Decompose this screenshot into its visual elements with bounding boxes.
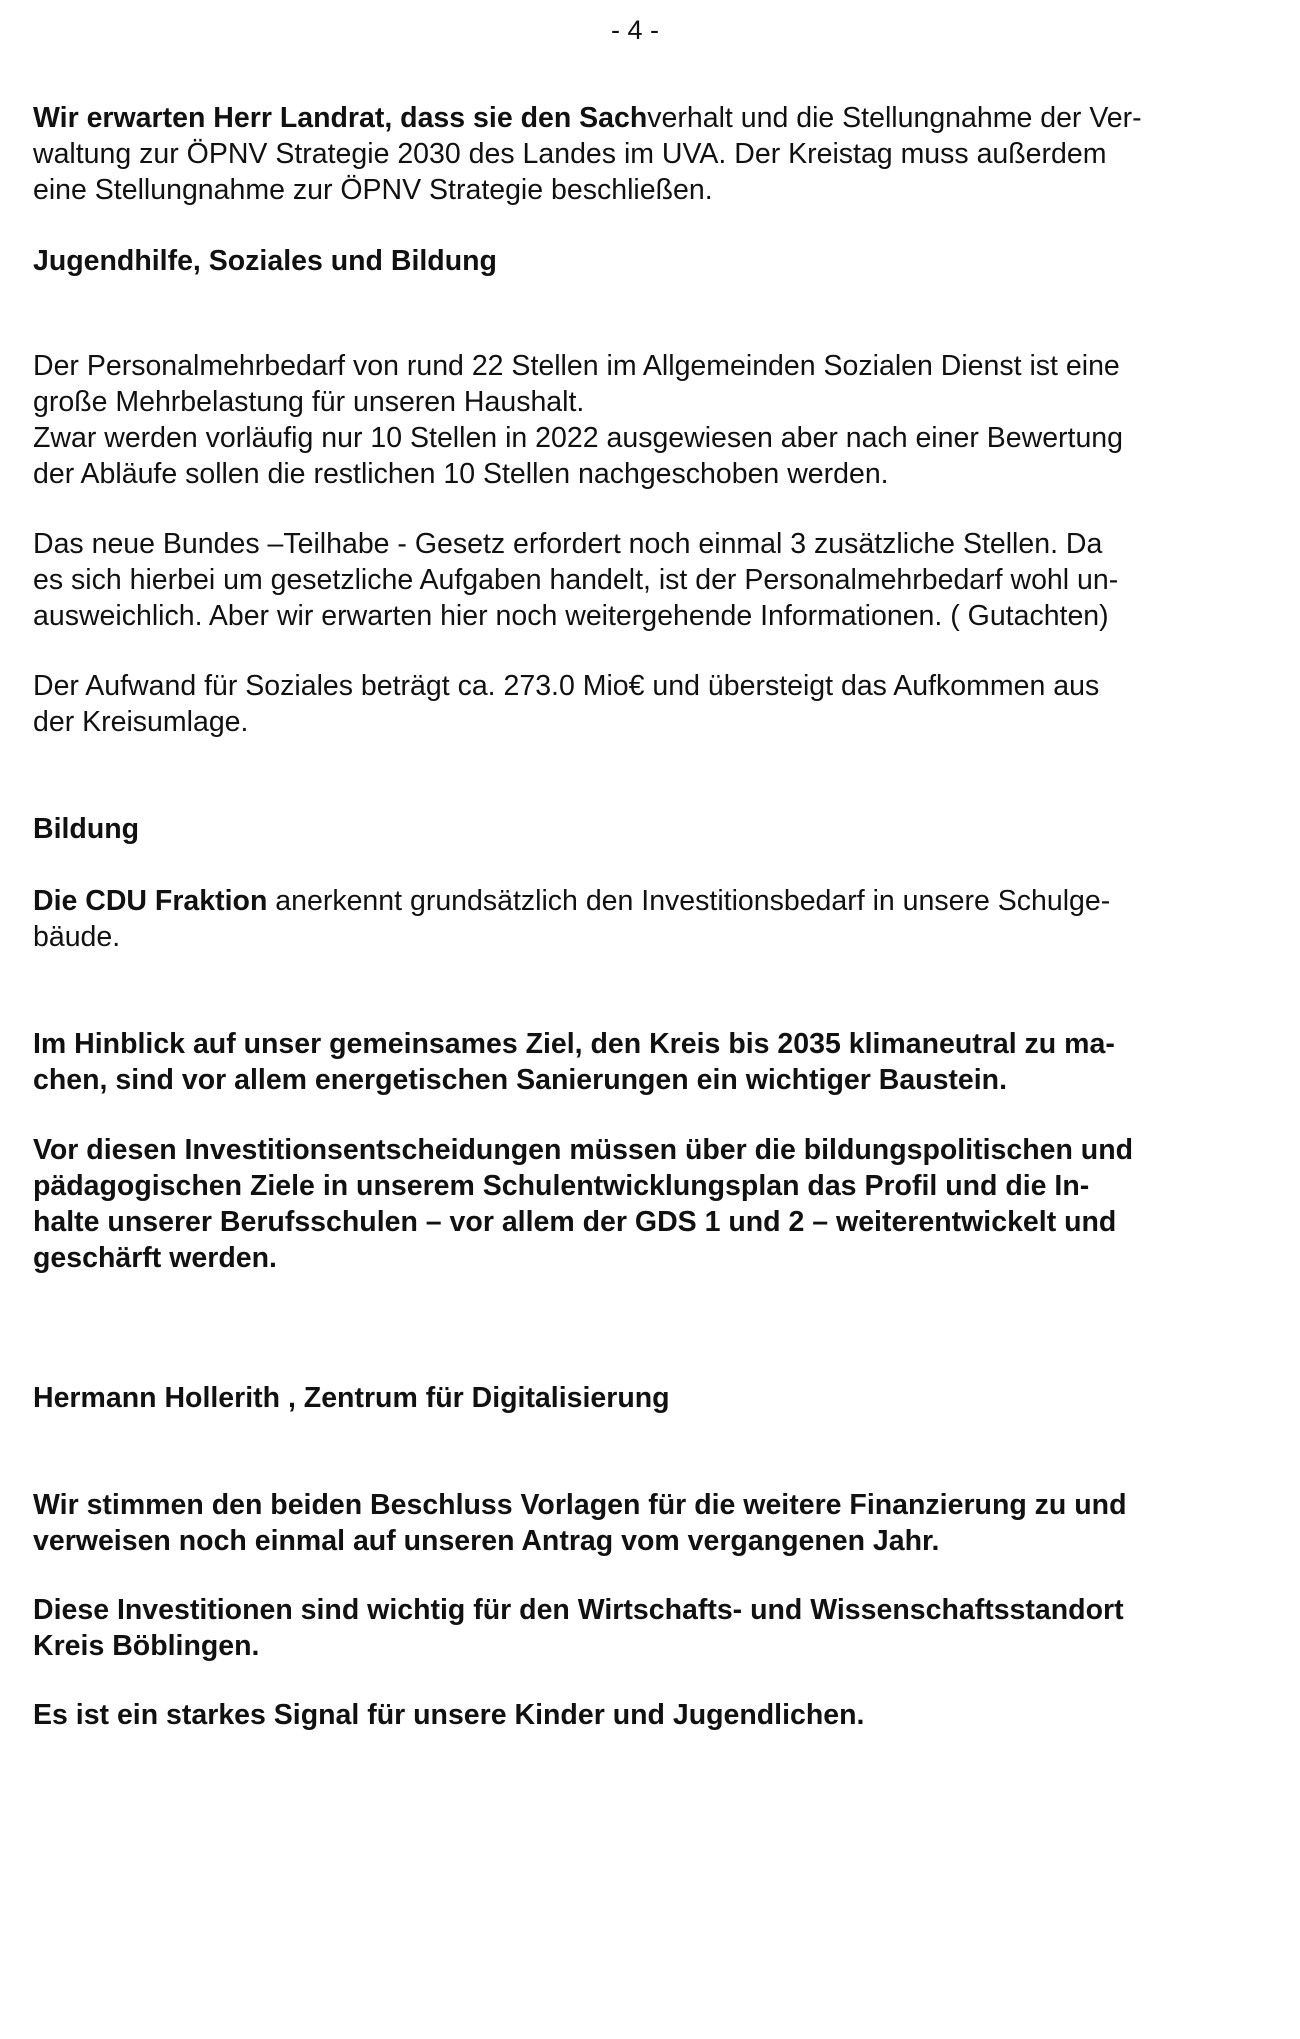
paragraph-line: Zwar werden vorläufig nur 10 Stellen in 2022 ausgewiesen aber nach einer Bewertung <box>33 422 1123 454</box>
intro-line-3: eine Stellungnahme zur ÖPNV Strategie beschließen. <box>33 174 713 206</box>
cdu-line-2: bäude. <box>33 921 121 953</box>
paragraph-line: chen, sind vor allem energetischen Sanierungen ein wichtiger Baustein. <box>33 1064 1008 1096</box>
paragraph-line: Kreis Böblingen. <box>33 1630 260 1662</box>
intro-paragraph <box>33 100 1263 208</box>
paragraph-line: Wir stimmen den beiden Beschluss Vorlagen für die weitere Finanzierung zu und <box>33 1489 1127 1521</box>
paragraph-line: Das neue Bundes –Teilhabe - Gesetz erfordert noch einmal 3 zusätzliche Stellen. Da <box>33 528 1103 560</box>
section-heading-jugendhilfe: Jugendhilfe, Soziales und Bildung <box>33 245 497 277</box>
paragraph-line: Es ist ein starkes Signal für unsere Kinder und Jugendlichen. <box>33 1699 865 1731</box>
bildung-cdu-paragraph <box>33 883 1263 955</box>
paragraph-line: es sich hierbei um gesetzliche Aufgaben handelt, ist der Personalmehrbedarf wohl un- <box>33 564 1119 596</box>
paragraph-line: der Abläufe sollen die restlichen 10 Stellen nachgeschoben werden. <box>33 458 889 490</box>
paragraph-line: verweisen noch einmal auf unseren Antrag vom vergangenen Jahr. <box>33 1525 940 1557</box>
paragraph-line: Der Aufwand für Soziales beträgt ca. 273.0 Mio€ und übersteigt das Aufkommen aus <box>33 670 1100 702</box>
jugendhilfe-paragraph-3 <box>33 668 1263 740</box>
jugendhilfe-paragraph-2 <box>33 526 1263 634</box>
cdu-fraction-name: Die CDU Fraktion <box>33 885 268 917</box>
intro-line-1 <box>33 100 1263 136</box>
page-number: - 4 - <box>610 15 659 45</box>
bildung-klima-paragraph <box>33 1026 1263 1098</box>
cdu-line-1-rest: anerkennt grundsätzlich den Investitionsbedarf in unsere Schulge- <box>267 885 1111 917</box>
hollerith-paragraph-1 <box>33 1487 1263 1559</box>
jugendhilfe-paragraph-1 <box>33 348 1263 492</box>
hollerith-paragraph-2 <box>33 1592 1263 1664</box>
bildung-investition-paragraph <box>33 1132 1263 1276</box>
paragraph-line: Vor diesen Investitionsentscheidungen müssen über die bildungspolitischen und <box>33 1134 1134 1166</box>
section-heading-bildung: Bildung <box>33 813 140 845</box>
paragraph-line: große Mehrbelastung für unseren Haushalt. <box>33 386 585 418</box>
intro-line-2: waltung zur ÖPNV Strategie 2030 des Landes im UVA. Der Kreistag muss außerdem <box>33 138 1107 170</box>
paragraph-line: pädagogischen Ziele in unserem Schulentwicklungsplan das Profil und die In- <box>33 1170 1090 1202</box>
paragraph-line: Im Hinblick auf unser gemeinsames Ziel, den Kreis bis 2035 klimaneutral zu ma- <box>33 1028 1115 1060</box>
hollerith-paragraph-3 <box>33 1697 1263 1733</box>
paragraph-line: Der Personalmehrbedarf von rund 22 Stellen im Allgemeinden Sozialen Dienst ist eine <box>33 350 1120 382</box>
intro-line-1-bold: Wir erwarten Herr Landrat, dass sie den Sach <box>33 102 648 134</box>
cdu-line-1 <box>33 883 1263 919</box>
section-heading-hollerith: Hermann Hollerith , Zentrum für Digitalisierung <box>33 1382 670 1414</box>
paragraph-line: ausweichlich. Aber wir erwarten hier noch weitergehende Informationen. ( Gutachten) <box>33 600 1109 632</box>
intro-line-1-rest: verhalt und die Stellungnahme der Ver- <box>647 102 1142 134</box>
paragraph-line: halte unserer Berufsschulen – vor allem der GDS 1 und 2 – weiterentwickelt und <box>33 1206 1117 1238</box>
paragraph-line: geschärft werden. <box>33 1242 277 1274</box>
paragraph-line: der Kreisumlage. <box>33 706 249 738</box>
paragraph-line: Diese Investitionen sind wichtig für den Wirtschafts- und Wissenschaftsstandort <box>33 1594 1124 1626</box>
